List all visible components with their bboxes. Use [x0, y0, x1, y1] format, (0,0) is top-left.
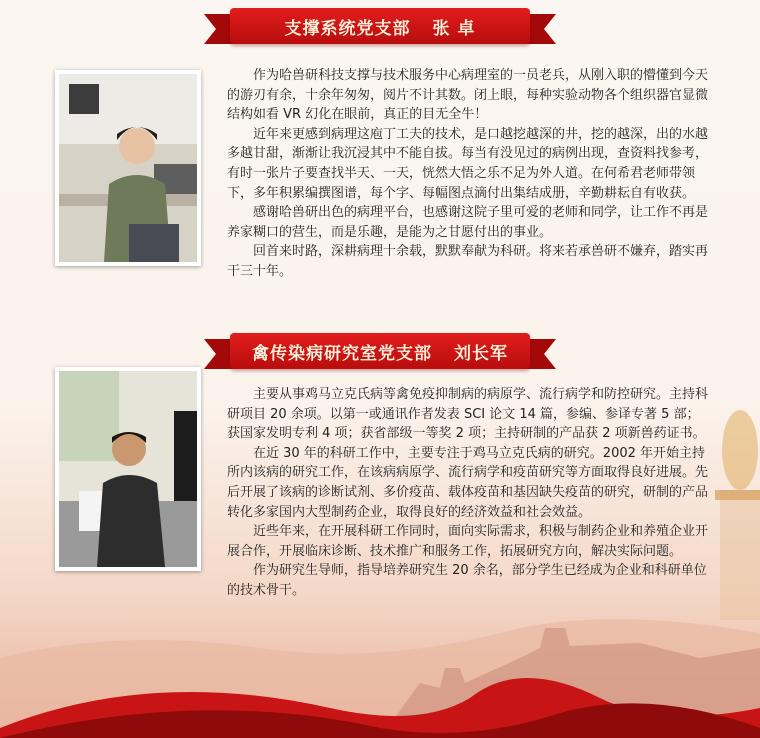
section2-banner: [230, 333, 530, 369]
section1-paragraph: 感谢哈兽研出色的病理平台，也感谢这院子里可爱的老师和同学，让工作不再是养家糊口的营生，而是乐趣，是能为之甘愿付出的事业。: [227, 205, 709, 240]
section1-dept: 支撑系统党支部: [284, 18, 411, 39]
section1-portrait-photo: [55, 70, 201, 266]
section2-text: [227, 385, 712, 601]
section2-paragraph: 作为研究生导师，指导培养研究生 20 余名，部分学生已经成为企业和科研单位的技术骨干。: [227, 563, 707, 598]
portrait-image: [59, 74, 197, 262]
section2-name: 刘长军: [454, 343, 508, 364]
section1-paragraph: 作为哈兽研科技支撑与技术服务中心病理室的一员老兵，从刚入职的懵懂到今天的游刃有余，十余年匆匆，阅片不计其数。闭上眼，每种实验动物各个组织器官显微结构如看 VR 幻化在眼前，真正的目无全牛！: [227, 68, 709, 123]
section2-paragraph: 近些年来，在开展科研工作同时，面向实际需求，积极与制药企业和养殖企业开展合作，开展临床诊断、技术推广和服务工作，拓展研究方向，解决实际问题。: [227, 524, 709, 559]
portrait-image: [59, 371, 197, 567]
section2-paragraph: 主要从事鸡马立克氏病等禽免疫抑制病的病原学、流行病学和防控研究。主持科研项目 20 余项。以第一或通讯作者发表 SCI 论文 14 篇，参编、参译专著 5 部；获国家发明专利 4 项；获省部级一等奖 2 项；主持研制的产品获 2 项新兽药证书。: [227, 387, 709, 442]
section1-text: [227, 66, 712, 282]
great-wall-decoration: [0, 588, 760, 738]
section2-portrait-photo: [55, 367, 201, 571]
section1-paragraph: 回首来时路，深耕病理十余载，默默奉献为科研。将来若承兽研不嫌弃，踏实再干三十年。: [227, 244, 709, 279]
section1-name: 张 卓: [432, 18, 476, 39]
section2-paragraph: 在近 30 年的科研工作中，主要专注于鸡马立克氏病的研究。2002 年开始主持所内该病的研究工作，在该病病原学、流行病学和疫苗研究等方面取得良好进展。先后开展了该病的诊断试剂、多价疫苗、载体疫苗和基因缺失疫苗的研究，研制的产品转化多家国内大型制药企业，取得良好的经济效益和社会效益。: [227, 445, 709, 520]
section2-dept: 禽传染病研究室党支部: [252, 343, 432, 364]
section1-banner: [230, 8, 530, 44]
section1-paragraph: 近年来更感到病理这庖丁工夫的技术，是口越挖越深的井，挖的越深，出的水越多越甘甜，渐渐让我沉浸其中不能自拔。每当有没见过的病例出现，查资料找参考，有时一张片子要查找半天、一天，恍然大悟之乐不足为外人道。在何希君老师带领下，多年积累编撰图谱，每个字、每幅图点滴付出集结成册，辛勤耕耘自有收获。: [227, 126, 709, 201]
